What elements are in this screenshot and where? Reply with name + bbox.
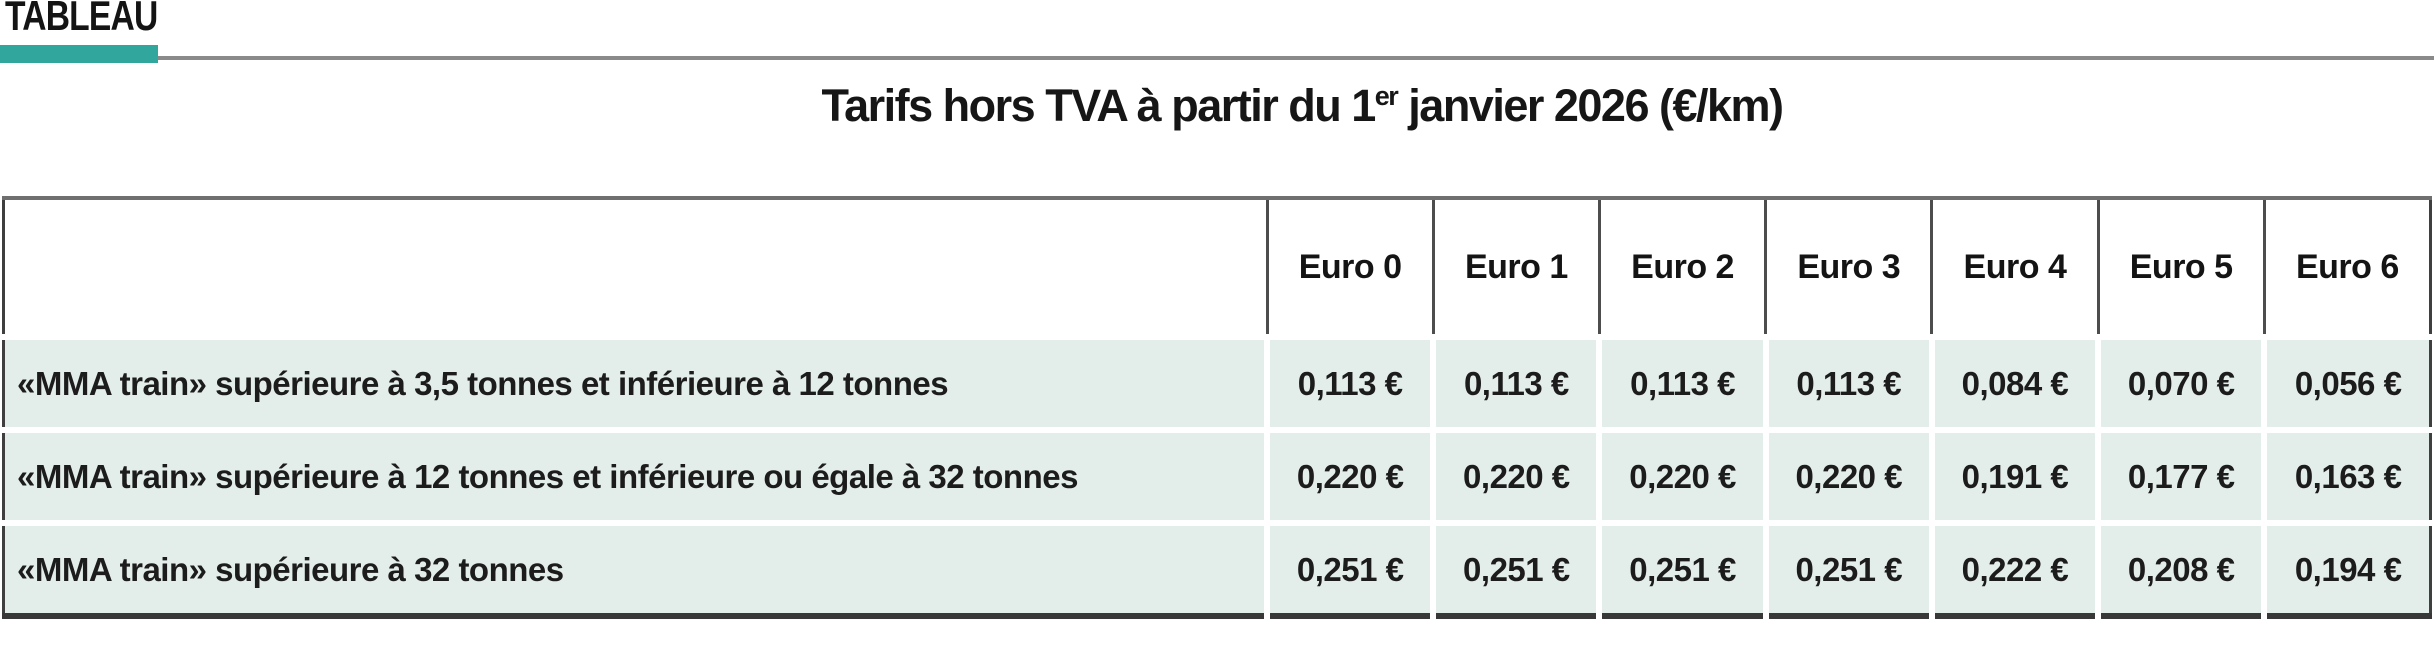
tariff-table	[2, 196, 2432, 619]
column-header-euro-5: Euro 5	[2098, 198, 2264, 337]
tariff-cell: 0,056 €	[2264, 337, 2430, 430]
tariff-cell: 0,113 €	[1766, 337, 1932, 430]
tariff-cell: 0,191 €	[1932, 430, 2098, 523]
tariff-cell: 0,251 €	[1433, 523, 1599, 616]
tariff-cell: 0,251 €	[1267, 523, 1433, 616]
tariff-cell: 0,177 €	[2098, 430, 2264, 523]
tariff-cell: 0,070 €	[2098, 337, 2264, 430]
tariff-cell: 0,084 €	[1932, 337, 2098, 430]
kicker-accent-bar	[0, 45, 158, 63]
tariff-cell: 0,220 €	[1599, 430, 1765, 523]
tariff-cell: 0,208 €	[2098, 523, 2264, 616]
row-label: «MMA train» supérieure à 12 tonnes et inférieure ou égale à 32 tonnes	[4, 430, 1268, 523]
title-superscript: er	[1374, 81, 1398, 111]
table-row	[4, 337, 2431, 430]
tariff-cell: 0,194 €	[2264, 523, 2430, 616]
title-text-suffix: janvier 2026 (€/km)	[1397, 80, 1783, 131]
tariff-cell: 0,113 €	[1267, 337, 1433, 430]
tariff-cell: 0,113 €	[1433, 337, 1599, 430]
tariff-cell: 0,220 €	[1267, 430, 1433, 523]
column-header-euro-4: Euro 4	[1932, 198, 2098, 337]
top-divider	[0, 56, 2434, 60]
table-title	[0, 80, 2434, 132]
header-row	[4, 198, 2431, 337]
tariff-cell: 0,113 €	[1599, 337, 1765, 430]
row-label: «MMA train» supérieure à 32 tonnes	[4, 523, 1268, 616]
tariff-cell: 0,222 €	[1932, 523, 2098, 616]
tariff-cell: 0,220 €	[1433, 430, 1599, 523]
section-kicker: TABLEAU	[5, 0, 158, 39]
column-header-euro-2: Euro 2	[1599, 198, 1765, 337]
tariff-cell: 0,163 €	[2264, 430, 2430, 523]
table-row	[4, 523, 2431, 616]
tariff-cell: 0,220 €	[1766, 430, 1932, 523]
table-row	[4, 430, 2431, 523]
column-header-euro-0: Euro 0	[1267, 198, 1433, 337]
corner-cell	[4, 198, 1268, 337]
title-text-prefix: Tarifs hors TVA à partir du 1	[821, 80, 1375, 131]
column-header-euro-3: Euro 3	[1766, 198, 1932, 337]
column-header-euro-1: Euro 1	[1433, 198, 1599, 337]
tariff-cell: 0,251 €	[1599, 523, 1765, 616]
tariff-cell: 0,251 €	[1766, 523, 1932, 616]
column-header-euro-6: Euro 6	[2264, 198, 2430, 337]
row-label: «MMA train» supérieure à 3,5 tonnes et inférieure à 12 tonnes	[4, 337, 1268, 430]
